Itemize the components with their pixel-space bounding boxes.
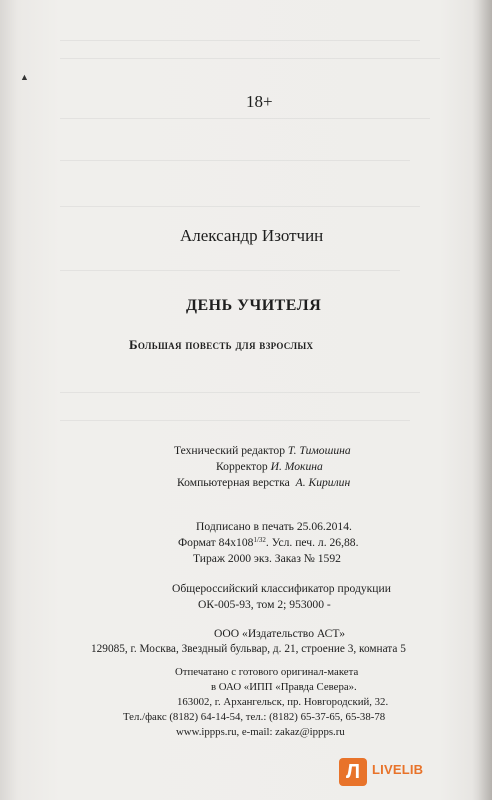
book-subtitle: Большая повесть для взрослых [129, 337, 314, 352]
bleed-through-line [60, 392, 420, 393]
format-fraction: 1/32 [253, 536, 266, 544]
format-suffix: . Усл. печ. л. 26,88. [265, 536, 359, 549]
age-rating: 18+ [246, 92, 273, 111]
printer-line-5: www.ippps.ru, e-mail: zakaz@ippps.ru [176, 726, 345, 738]
corrector-name: И. Мокина [270, 460, 323, 473]
classifier-line-1: Общероссийский классификатор продукции [172, 582, 391, 595]
layout-line [177, 476, 350, 489]
livelib-watermark-text: LIVELIB [372, 762, 424, 777]
publisher-name: ООО «Издательство АСТ» [214, 627, 345, 640]
corrector-label: Корректор [216, 460, 268, 473]
livelib-logo-icon: Л [339, 758, 367, 786]
bleed-through-line [60, 270, 400, 271]
print-run: Тираж 2000 экз. Заказ № 1592 [193, 552, 341, 565]
layout-label: Компьютерная верстка [177, 476, 290, 489]
layout-name: А. Кирилин [295, 476, 351, 489]
author-name: Александр Изотчин [180, 226, 324, 245]
publisher-address: 129085, г. Москва, Звездный бульвар, д. 21, строение 3, комната 5 [91, 643, 406, 655]
format-prefix: Формат 84х108 [178, 536, 254, 549]
book-title: ДЕНЬ УЧИТЕЛЯ [186, 297, 322, 314]
format-line [178, 536, 359, 549]
page-spine-shadow [472, 0, 492, 800]
bleed-through-line [60, 118, 430, 119]
printer-line-4: Тел./факс (8182) 64-14-54, тел.: (8182) 65-37-65, 65-38-78 [123, 711, 386, 723]
corrector-line [216, 460, 323, 473]
tech-editor-name: Т. Тимошина [287, 444, 351, 457]
printer-line-3: 163002, г. Архангельск, пр. Новгородский, 32. [177, 696, 389, 708]
printer-line-1: Отпечатано с готового оригинал-макета [175, 666, 359, 678]
bleed-through-line [60, 58, 440, 59]
tech-editor-line [174, 444, 351, 457]
bleed-through-line [60, 40, 420, 41]
corner-mark: ▲ [20, 72, 29, 82]
classifier-line-2: ОК-005-93, том 2; 953000 - [198, 598, 331, 611]
printer-line-2: в ОАО «ИПП «Правда Севера». [211, 681, 357, 693]
signed-date: Подписано в печать 25.06.2014. [196, 520, 352, 533]
bleed-through-line [60, 420, 410, 421]
bleed-through-line [60, 206, 420, 207]
bleed-through-line [60, 160, 410, 161]
tech-editor-label: Технический редактор [174, 444, 286, 457]
